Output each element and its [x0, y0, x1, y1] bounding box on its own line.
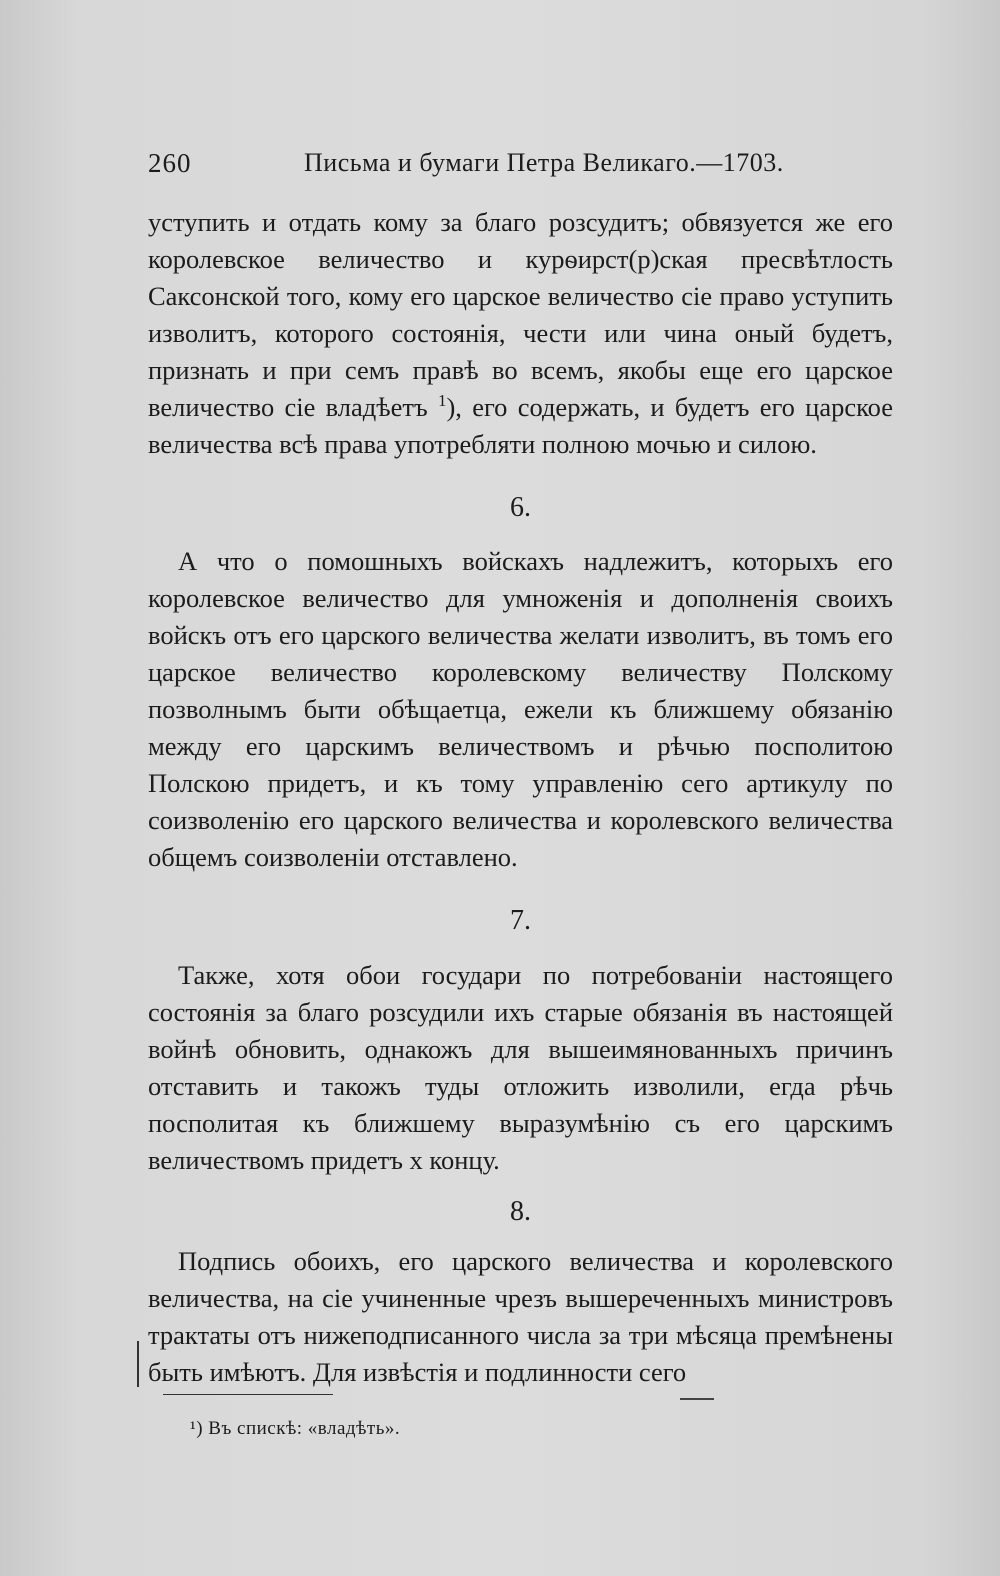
section-heading-8: 8.: [510, 1196, 531, 1227]
page-number: 260: [148, 148, 192, 178]
paragraph-article-7: Также, хотя обои государи по потребованіи настоящего состоянія за благо розсудили ихъ старые обязанія въ настоящей войнѣ обновить, однакожъ для вышеимянованныхъ причинъ отставить и такожъ туды отложить изволили, егда рѣчь посполитая къ ближшему выразумѣнію съ его царскимъ величествомъ придетъ х концу.: [148, 960, 893, 1175]
footnote-reference: 1: [437, 391, 447, 411]
paragraph-article-6: А что о помошныхъ войскахъ надлежитъ, которыхъ его королевское величество для умноженія и дополненія своихъ войскъ отъ его царского величества желати изволитъ, въ томъ его царское величество королевскому величеству Полскому позволнымъ быти обѣщаетца, ежели къ ближшему обязанію между его царскимъ величествомъ и рѣчью посполитою Полскою придетъ, и къ тому управленію сего артикулу по соизволенію его царского величества и королевского величества общемъ соизволеніи отставлено.: [148, 546, 893, 872]
paragraph-text-tail: ), его содержать, и будетъ его царское величества всѣ права употребляти полною мочью и силою.: [148, 392, 894, 459]
footnote-rule: [163, 1394, 333, 1395]
running-title: Письма и бумаги Петра Великаго.—1703.: [304, 148, 784, 177]
section-heading-7: 7.: [510, 905, 531, 936]
margin-pencil-mark: [137, 1341, 139, 1387]
section-heading-6: 6.: [510, 492, 531, 523]
page-header: [148, 148, 893, 184]
paragraph-continuation: [148, 204, 893, 463]
paragraph-text: уступить и отдать кому за благо розсудитъ; обвязуется же его королевское величество и курѳирст(р)ская пресвѣтлость Саксонской того, кому его царское величество сіе право уступить изволитъ, которого состоянія, чести или чина оный будетъ, признать и при семъ правѣ во всемъ, якобы еще его царское величество сіе владѣетъ: [148, 207, 893, 422]
underline-pencil-mark: [680, 1398, 714, 1400]
paragraph-article-8: Подпись обоихъ, его царского величества и королевского величества, на сіе учиненные чрезъ вышереченныхъ министровъ трактаты отъ нижеподписанного числа за три мѣсяца премѣнены быть имѣютъ. Для извѣстія и подлинности сего: [148, 1246, 893, 1387]
footnote: ¹) Въ спискѣ: «владѣть».: [190, 1418, 401, 1439]
